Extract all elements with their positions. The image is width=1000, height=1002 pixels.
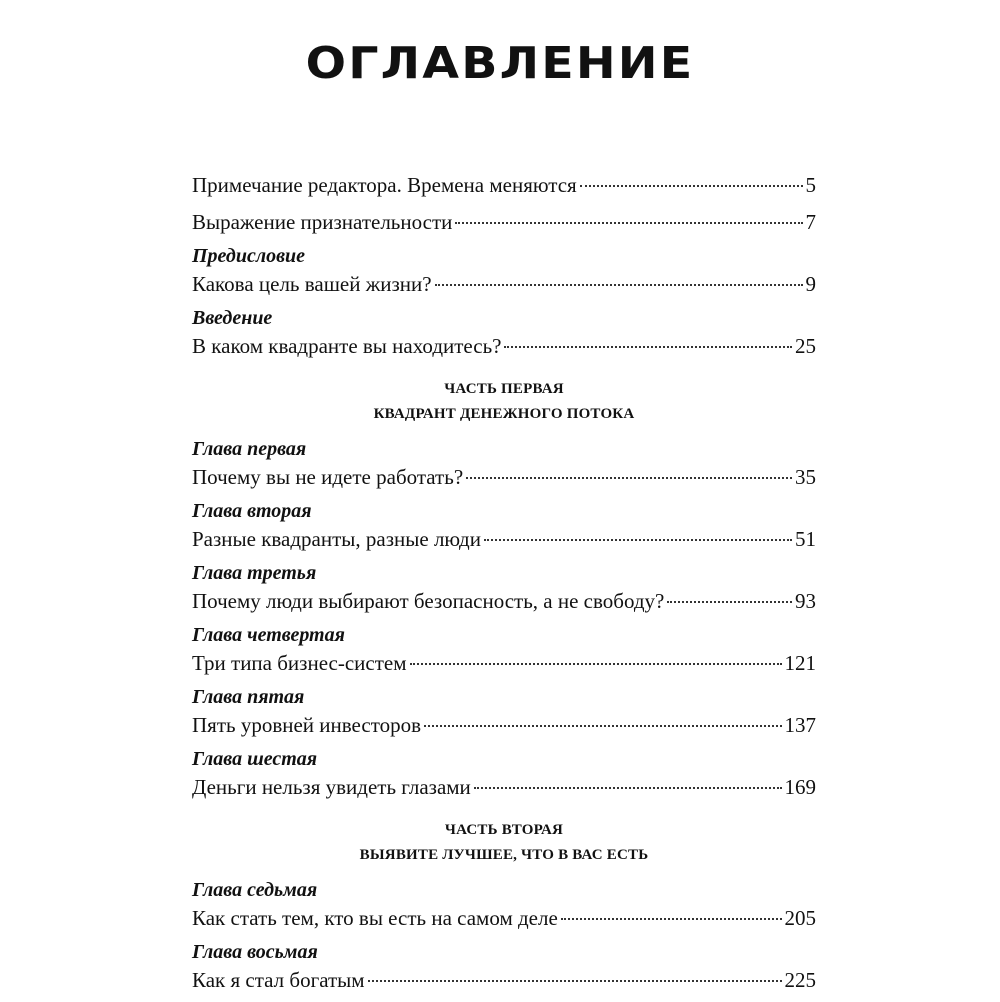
toc-entry-line [192, 903, 816, 933]
part-two-heading [192, 818, 816, 868]
part-title: ЧАСТЬ ВТОРАЯ [444, 822, 564, 838]
toc-entry-line [192, 710, 816, 740]
dot-leader [424, 719, 781, 727]
dot-leader [667, 595, 792, 603]
toc-entry-label: Глава четвертая [192, 624, 345, 646]
toc-entry-editor-note[interactable] [192, 170, 816, 200]
toc-entry-line [192, 648, 816, 678]
dot-leader [435, 278, 803, 286]
toc-entry-page: 225 [784, 968, 816, 992]
toc-entry-title: Деньги нельзя увидеть глазами [192, 775, 471, 799]
toc-entry-page: 137 [784, 713, 816, 737]
dot-leader [474, 781, 782, 789]
toc-entry-title: Как стать тем, кто вы есть на самом деле [192, 906, 558, 930]
toc-entry-page: 93 [795, 589, 816, 613]
toc-entry-chapter-4[interactable] [192, 623, 816, 678]
toc-entry-label: Глава вторая [192, 500, 312, 522]
toc-entry-acknowledgements[interactable] [192, 207, 816, 237]
part-one-heading [192, 377, 816, 427]
toc-entry-line [192, 170, 816, 200]
table-of-contents [192, 170, 816, 1002]
toc-entry-label: Глава первая [192, 438, 307, 460]
toc-entry-page: 9 [805, 272, 816, 296]
toc-entry-page: 169 [784, 775, 816, 799]
toc-entry-label: Глава пятая [192, 686, 305, 708]
part-subtitle: КВАДРАНТ ДЕНЕЖНОГО ПОТОКА [373, 406, 635, 422]
toc-entry-title: Пять уровней инвесторов [192, 713, 422, 737]
toc-entry-title: Выражение признательности [192, 210, 453, 234]
dot-leader [368, 974, 782, 982]
part-title: ЧАСТЬ ПЕРВАЯ [444, 381, 564, 397]
toc-entry-page: 121 [784, 651, 816, 675]
toc-entry-line [192, 462, 816, 492]
toc-entry-line [192, 331, 816, 361]
toc-entry-label: Глава седьмая [192, 879, 318, 901]
dot-leader [455, 216, 802, 224]
part-subtitle: ВЫЯВИТЕ ЛУЧШЕЕ, ЧТО В ВАС ЕСТЬ [359, 847, 649, 863]
toc-entry-line [192, 207, 816, 237]
toc-entry-label: Предисловие [192, 245, 306, 267]
toc-entry-title: Почему люди выбирают безопасность, а не свободу? [192, 589, 665, 613]
toc-entry-title: Какова цель вашей жизни? [192, 272, 432, 296]
toc-entry-page: 205 [784, 906, 816, 930]
toc-entry-chapter-2[interactable] [192, 499, 816, 554]
toc-entry-chapter-3[interactable] [192, 561, 816, 616]
toc-entry-title: Как я стал богатым [192, 968, 365, 992]
toc-entry-title: Разные квадранты, разные люди [192, 527, 481, 551]
toc-entry-chapter-5[interactable] [192, 685, 816, 740]
dot-leader [561, 912, 782, 920]
toc-entry-label: Глава третья [192, 562, 317, 584]
dot-leader [410, 657, 782, 665]
toc-entry-line [192, 586, 816, 616]
toc-entry-title: Три типа бизнес-систем [192, 651, 407, 675]
toc-entry-line [192, 524, 816, 554]
toc-entry-label: Введение [192, 307, 273, 329]
toc-entry-chapter-1[interactable] [192, 437, 816, 492]
toc-entry-chapter-7[interactable] [192, 878, 816, 933]
toc-entry-title: Почему вы не идете работать? [192, 465, 464, 489]
toc-entry-label: Глава восьмая [192, 941, 318, 963]
toc-entry-chapter-6[interactable] [192, 747, 816, 802]
toc-entry-label: Глава шестая [192, 748, 318, 770]
toc-entry-page: 7 [805, 210, 816, 234]
page-title: ОГЛАВЛЕНИЕ [305, 38, 695, 89]
dot-leader [466, 471, 792, 479]
toc-entry-title: В каком квадранте вы находитесь? [192, 334, 502, 358]
toc-entry-line [192, 269, 816, 299]
toc-entry-line [192, 772, 816, 802]
toc-entry-page: 25 [795, 334, 816, 358]
toc-entry-chapter-8[interactable] [192, 940, 816, 995]
toc-entry-introduction[interactable] [192, 306, 816, 361]
dot-leader [484, 533, 792, 541]
dot-leader [504, 340, 792, 348]
dot-leader [580, 179, 803, 187]
toc-entry-page: 51 [795, 527, 816, 551]
toc-entry-title: Примечание редактора. Времена меняются [192, 173, 577, 197]
toc-entry-page: 5 [805, 173, 816, 197]
toc-entry-line [192, 965, 816, 995]
toc-entry-page: 35 [795, 465, 816, 489]
toc-entry-preface[interactable] [192, 244, 816, 299]
